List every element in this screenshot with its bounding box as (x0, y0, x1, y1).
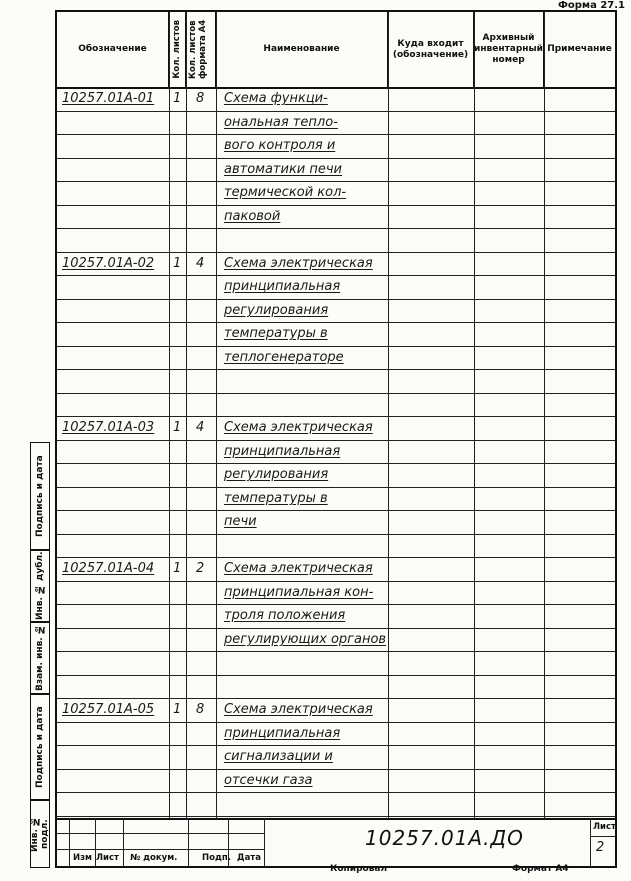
row-line (57, 510, 615, 511)
row-line (57, 816, 615, 817)
row-line (57, 416, 615, 417)
header-a4: Кол. листов формата А4 (187, 19, 208, 80)
title-block-sheet-line (590, 818, 591, 866)
header-a4-cell (186, 12, 216, 87)
title-block-column-line (123, 818, 124, 866)
side-label-inv-dubl: Инв. № дубл. (35, 551, 45, 621)
entry-name-line: Схема электрическая (224, 702, 373, 717)
tb-doc-no: № докум. (130, 853, 178, 863)
entry-a4: 4 (196, 420, 205, 435)
tb-sheet-label: Лист (593, 822, 616, 832)
entry-name-line: вого контроля и (224, 138, 336, 153)
entry-name-line: температуры в (224, 326, 328, 341)
title-block-column-line (188, 818, 189, 866)
entry-name-line: термической кол- (224, 185, 347, 200)
row-line (57, 769, 615, 770)
row-line (57, 722, 615, 723)
row-line (57, 534, 615, 535)
entry-sheets: 1 (173, 91, 182, 106)
column-line (186, 12, 187, 818)
entry-sheets: 1 (173, 561, 182, 576)
header-designation: Обозначение (57, 12, 169, 87)
row-line (57, 134, 615, 135)
row-line (57, 628, 615, 629)
entry-sheets: 1 (173, 256, 182, 271)
row-line (57, 158, 615, 159)
side-label-inv-podl: Инв. № подл. (30, 816, 50, 852)
row-line (57, 557, 615, 558)
column-line (544, 12, 545, 818)
footer-format: Формат А4 (512, 864, 569, 874)
title-block-top-line (57, 818, 615, 820)
header-archive: Архивный инвентарный номер (474, 12, 544, 87)
document-id: 10257.01А.ДО (365, 826, 524, 850)
entry-name-line: троля положения (224, 608, 346, 623)
entry-name-line: Схема электрическая (224, 256, 373, 271)
row-line (57, 228, 615, 229)
entry-a4: 4 (196, 256, 205, 271)
row-line (57, 604, 615, 605)
row-line (57, 181, 615, 182)
row-line (57, 792, 615, 793)
title-block-row-line (57, 849, 265, 850)
entry-name-line: сигнализации и (224, 749, 333, 764)
entry-a4: 8 (196, 702, 205, 717)
entry-code: 10257.01А-04 (62, 561, 155, 576)
row-line (57, 275, 615, 276)
entry-a4: 2 (196, 561, 205, 576)
row-line (57, 111, 615, 112)
entry-name-line: Схема электрическая (224, 420, 373, 435)
footer-copied: Копировал (330, 864, 388, 874)
entry-name-line: принципиальная (224, 726, 341, 741)
entry-name-line: печи (224, 514, 257, 529)
entry-name-line: принципиальная кон- (224, 585, 374, 600)
title-block-sheet-row-line (590, 836, 615, 837)
column-line (169, 12, 170, 818)
row-line (57, 698, 615, 699)
entry-name-line: паковой (224, 209, 281, 224)
entry-code: 10257.01А-02 (62, 256, 155, 271)
side-label-sign-date-1: Подпись и дата (35, 455, 45, 537)
header-where-used: Куда входит (обозначение) (388, 12, 474, 87)
header-bottom-line (57, 87, 615, 89)
entry-name-line: температуры в (224, 491, 328, 506)
title-block-column-line (264, 818, 265, 866)
tb-sheet-number: 2 (596, 840, 605, 855)
row-line (57, 322, 615, 323)
entry-sheets: 1 (173, 702, 182, 717)
title-block-row-line (57, 833, 265, 834)
tb-izm: Изм (73, 853, 93, 863)
row-line (57, 675, 615, 676)
entry-name-line: отсечки газа (224, 773, 313, 788)
entry-name-line: принципиальная (224, 444, 341, 459)
title-block-column-line (69, 818, 70, 866)
row-line (57, 205, 615, 206)
entry-name-line: автоматики печи (224, 162, 343, 177)
row-line (57, 463, 615, 464)
entry-name-line: регулирующих органов (224, 632, 387, 647)
column-line (388, 12, 389, 818)
tb-data: Дата (237, 853, 261, 863)
row-line (57, 487, 615, 488)
entry-name-line: ональная тепло- (224, 115, 338, 130)
entry-code: 10257.01А-05 (62, 702, 155, 717)
header-sheets: Кол. листов (172, 20, 182, 79)
entry-sheets: 1 (173, 420, 182, 435)
row-line (57, 393, 615, 394)
entry-name-line: Схема электрическая (224, 561, 373, 576)
row-line (57, 745, 615, 746)
row-line (57, 651, 615, 652)
row-line (57, 440, 615, 441)
entry-name-line: теплогенераторе (224, 350, 344, 365)
header-sheets-cell (169, 12, 186, 87)
tb-list: Лист (96, 853, 119, 863)
header-note: Примечание (547, 44, 612, 54)
side-label-vzam-inv: Взам. инв. № (35, 624, 45, 692)
row-line (57, 252, 615, 253)
entry-code: 10257.01А-03 (62, 420, 155, 435)
entry-a4: 8 (196, 91, 205, 106)
tb-podp: Подп. (202, 853, 231, 863)
form-label: Форма 27.1 (557, 0, 625, 11)
entry-name-line: регулирования (224, 303, 329, 318)
row-line (57, 369, 615, 370)
side-label-sign-date-2: Подпись и дата (35, 706, 45, 788)
row-line (57, 299, 615, 300)
row-line (57, 346, 615, 347)
entry-name-line: принципиальная (224, 279, 341, 294)
entry-name-line: регулирования (224, 467, 329, 482)
column-line (474, 12, 475, 818)
header-name: Наименование (216, 12, 388, 87)
entry-name-line: Схема функци- (224, 91, 328, 106)
entry-code: 10257.01А-01 (62, 91, 155, 106)
column-line (216, 12, 217, 818)
row-line (57, 581, 615, 582)
